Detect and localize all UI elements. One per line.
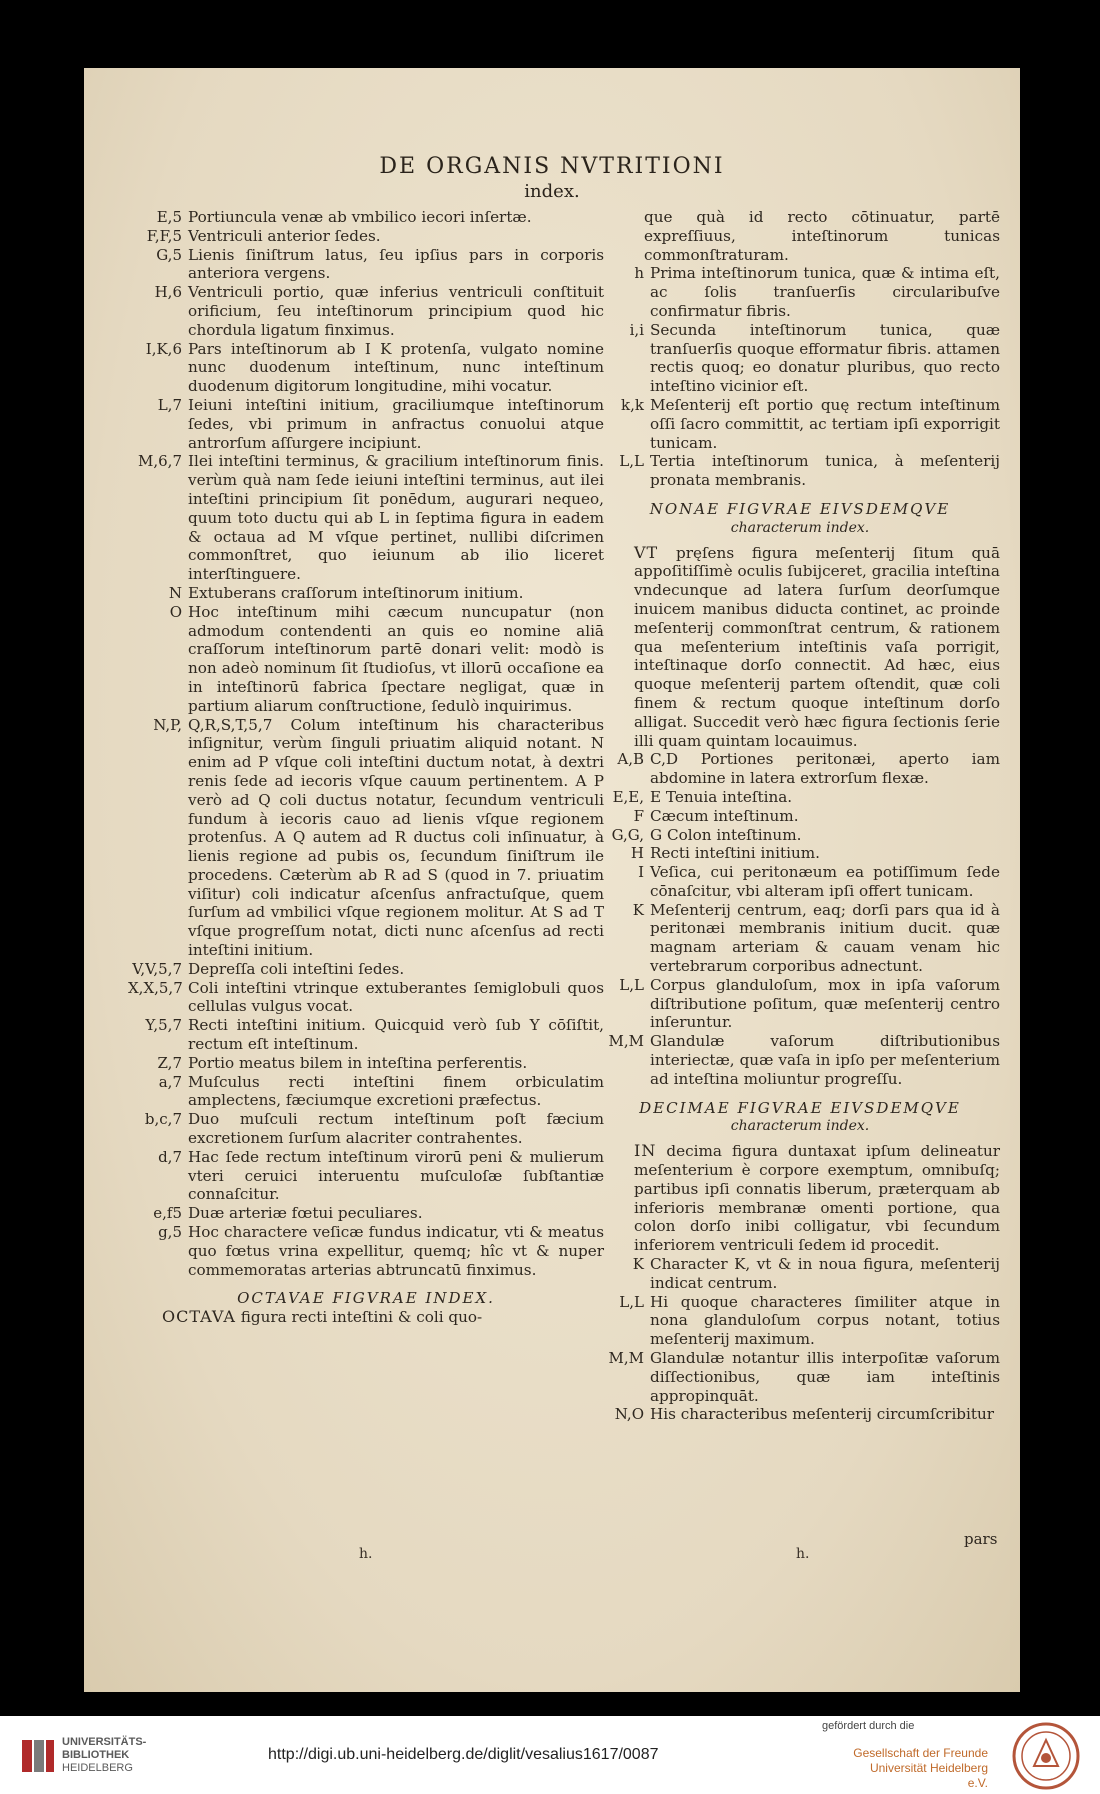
entry-label: O (169, 602, 182, 621)
permalink-url[interactable]: http://digi.ub.uni-heidelberg.de/diglit/vesalius1617/0087 (268, 1746, 659, 1763)
entry-label: H (630, 844, 644, 863)
index-entry (128, 227, 604, 246)
index-entry (128, 340, 604, 396)
entry-label: e,f5 (153, 1204, 182, 1223)
entry-text: Recti inteſtini initium. (650, 844, 820, 863)
entry-label: Z,7 (157, 1053, 182, 1072)
university-seal-icon[interactable] (1012, 1722, 1080, 1790)
entry-label: M,M (608, 1032, 644, 1051)
entry-text: Veſica, cui peritonæum ea potiſſimum ſede cōnaſcitur, vbi alteram ipſi offert tunicam. (650, 863, 1000, 900)
decimae-text: decima figura duntaxat ipſum delineatur meſenterium è corpore exemptum, omnibuſq; partibus ipſi connatis liberum, præterquam ab inferioris membranæ omenti portione, qua colon dorſo inibi colligatur, vbi ſecundum inferiorem ventriculi ſedem id procedit. (634, 1142, 1001, 1255)
entry-label: k,k (621, 395, 644, 414)
index-entry (600, 264, 1000, 320)
entry-label: g,5 (158, 1223, 182, 1242)
index-entry (600, 863, 1000, 901)
entry-text: Corpus glanduloſum, mox in ipſa vaſorum diſtributione poſitum, quæ meſenterij centro inſeruntur. (650, 975, 1000, 1032)
index-entry (128, 979, 604, 1017)
index-entry (600, 1255, 1000, 1293)
entry-label: L,L (619, 1292, 644, 1311)
entry-text: Lienis ſiniſtrum latus, ſeu ipſius pars in corporis anteriora vergens. (188, 245, 604, 283)
entry-text: Q,R,S,T,5,7 Colum inteſtinum his characteribus inſignitur, verùm ſinguli priuatim aliquid notant. N enim ad P vſque coli inteſtini ductum notat, à dextri renis ſede ad iecoris vſque cauum pertinentem. A P verò ad Q coli ductus notatur, ſecundum ventriculi fundum à iecoris cauo ad lienis vſque regionem protenſus. A Q autem ad R ductus coli inſinuatur, à lienis regione ad pubis os, ſecundum ſiniſtrum ile procedens. Cæterùm ab R ad S (quod in 7. priuatim viſitur) coli indicatur aſcenſus anfractuſque, quem ſurſum ad vmbilici vſque regionem molitur. At S ad T vſque progreſſum notat, dicti nunc aſcenſus ad recti inteſtini initium. (188, 715, 604, 960)
decimae-paragraph (600, 1142, 1000, 1255)
library-logo-icon[interactable] (20, 1738, 56, 1774)
left-column (128, 208, 604, 1327)
viewer-footer (0, 1716, 1100, 1794)
entry-label: A,B (617, 750, 644, 769)
entry-label: M,6,7 (138, 452, 182, 471)
index-entry (128, 716, 604, 960)
nonae-section-head: NONAE FIGVRAE EIVSDEMQVE (649, 499, 951, 518)
right-entry-list-a (600, 264, 1000, 490)
society-line-1: Gesellschaft der Freunde (853, 1746, 988, 1760)
entry-text: Ieiuni inteſtini initium, graciliumque inteſtinorum ſedes, vbi primum in anfractus conuolui atque antrorſum aſſurgere incipiunt. (188, 395, 604, 452)
index-entry (128, 960, 604, 979)
entry-label: K (632, 1255, 644, 1274)
entry-text: Meſenterij eſt portio quę rectum inteſtinum oſſi ſacro committit, ac tertiam ipſi exporrigit tunicam. (650, 395, 1000, 452)
octava-paragraph (128, 1308, 604, 1327)
entry-label: H,6 (154, 283, 182, 302)
index-entry (128, 1016, 604, 1054)
entry-text: Prima inteſtinorum tunica, quæ & intima eſt, ac ſolis tranſuerſis circularibuſve confirmatur fibris. (650, 264, 1000, 320)
page-header (84, 154, 1020, 202)
entry-text: Secunda inteſtinorum tunica, quæ tranſuerſis quoque efformatur fibris. attamen rectis quoq; eo donatur pluribus, quo recto inteſtino vicinior eſt. (650, 320, 1000, 396)
nonae-dropcap: VT (634, 542, 659, 562)
octava-text: figura recti inteſtini & coli quo- (240, 1308, 483, 1327)
index-entry (128, 452, 604, 584)
entry-text: Hoc charactere veſicæ fundus indicatur, vti & meatus quo fœtus vrina expellitur, quemq; hîc vt & nuper commemoratas arterias abtruncatū finximus. (188, 1223, 604, 1279)
index-entry (600, 1032, 1000, 1088)
entry-label: h (634, 264, 644, 283)
entry-text: Glandulæ vaſorum diſtributionibus interiectæ, quæ vaſa in ipſo per meſenterium ad inteſtina moliuntur progreſſu. (650, 1032, 1000, 1088)
page-title: DE ORGANIS NVTRITIONI (379, 154, 725, 179)
library-line-3: HEIDELBERG (62, 1762, 133, 1774)
left-entry-list (128, 208, 604, 1279)
entry-label: d,7 (158, 1147, 182, 1166)
entry-text: Glandulæ notantur illis interpoſitæ vaſorum diſſectionibus, quæ iam inteſtinis appropinquāt. (650, 1349, 1000, 1405)
entry-text: Ilei inteſtini terminus, & gracilium inteſtinorum finis. verùm quà nam ſede ieiuni inteſtini terminus, aut ilei inteſtini principium ſit ponēdum, augurari nequeo, quum toto ductu qui ab L in ſeptima figura in eadem & octaua ad M vſque pertinet, nullibi diſcrimen commonſtret, quo ieiunum ab ilio liceret interſtinguere. (188, 452, 604, 584)
right-column (600, 208, 1000, 1424)
index-entry (600, 807, 1000, 826)
index-entry (128, 1054, 604, 1073)
entry-text: Duo muſculi rectum inteſtinum poſt fæcium excretionem ſurſum alacriter contrahentes. (188, 1110, 604, 1148)
entry-text: Hi quoque characteres ſimiliter atque in nona glanduloſum corpus notant, totius meſenterij maximum. (650, 1292, 1000, 1349)
index-entry (600, 844, 1000, 863)
right-entry-list-c (600, 1255, 1000, 1424)
catchword: pars (964, 1530, 998, 1548)
entry-label: N,P, (153, 715, 182, 734)
index-entry (600, 901, 1000, 976)
entry-text: Portio meatus bilem in inteſtina perferentis. (188, 1053, 528, 1072)
index-entry (600, 1349, 1000, 1405)
index-entry (128, 208, 604, 227)
entry-label: K (632, 900, 644, 919)
entry-text: Duæ arteriæ fœtui peculiares. (188, 1204, 423, 1223)
decimae-section-sub: characterum index. (730, 1118, 870, 1135)
entry-label: E,5 (156, 208, 182, 226)
index-entry (600, 321, 1000, 396)
entry-text: Extuberans craſſorum inteſtinorum initium. (188, 583, 524, 602)
index-entry (128, 283, 604, 339)
society-line-2: Universität Heidelberg e.V. (869, 1761, 988, 1790)
entry-label: a,7 (158, 1072, 182, 1091)
index-entry (128, 246, 604, 284)
index-entry (600, 976, 1000, 1032)
entry-text: Recti inteſtini initium. Quicquid verò ſub Y cōſiſtit, rectum eſt inteſtinum. (188, 1016, 604, 1054)
entry-text: Portiuncula venæ ab vmbilico iecori inſertæ. (188, 208, 532, 226)
index-entry (128, 584, 604, 603)
entry-label: G,G, (611, 825, 644, 844)
entry-label: N (168, 583, 182, 602)
entry-label: I (638, 863, 644, 882)
index-entry (600, 1405, 1000, 1424)
index-entry (600, 788, 1000, 807)
entry-text: Ventriculi portio, quæ inferius ventriculi conſtituit orificium, ſeu inteſtinorum principium quod hic chordula ligatum finximus. (188, 283, 604, 339)
index-entry (128, 1223, 604, 1279)
index-entry (600, 826, 1000, 845)
entry-label: G,5 (156, 245, 182, 264)
entry-label: F,F,5 (146, 226, 182, 245)
octava-dropcap: OCTAVA (162, 1307, 236, 1327)
octava-section-head: OCTAVAE FIGVRAE INDEX. (237, 1289, 495, 1308)
entry-label: L,L (619, 975, 644, 994)
entry-text: Ventriculi anterior ſedes. (188, 226, 381, 245)
right-intro: que quà id recto cōtinuatur, partē expreſſiuus, inteſtinorum tunicas commonſtraturam. (644, 208, 1000, 264)
entry-label: L,7 (157, 395, 182, 414)
signature-mark-left: h. (359, 1546, 373, 1562)
entry-label: Y,5,7 (145, 1016, 182, 1035)
nonae-section-sub: characterum index. (730, 519, 870, 536)
entry-text: Pars inteſtinorum ab I K protenſa, vulgato nomine nunc duodenum inteſtinum, nunc inteſtinum duodenum digitorum longitudine, mihi vocatur. (188, 339, 604, 396)
entry-label: X,X,5,7 (128, 978, 183, 997)
index-entry (600, 1293, 1000, 1349)
index-entry (600, 750, 1000, 788)
nonae-text: pręſens figura meſenterij ſitum quā appoſitiſſimè oculis ſubijceret, gracilia inteſtina vndecunque ad latera ſurſum deorſumque inuicem manibus diducta continet, ac proinde meſenterij commonſtrat centrum, & rationem qua meſenterium inteſtinis vaſa porrigit, inteſtinaque dorſo connectit. Ad hæc, eius quoque meſenterij partem oſtendit, quæ coli finem & rectum quoque inteſtinum dorſo alligat. Succedit verò hæc figura ſectionis ſerie illi quam quintam locauimus. (634, 543, 1001, 750)
entry-label: M,M (608, 1349, 644, 1368)
entry-label: L,L (619, 452, 644, 471)
entry-text: Muſculus recti inteſtini finem orbiculatim amplectens, fæciumque excretioni præfectus. (188, 1072, 604, 1110)
decimae-dropcap: IN (634, 1141, 657, 1161)
library-name[interactable] (62, 1736, 146, 1775)
library-line-2: BIBLIOTHEK (62, 1749, 130, 1761)
index-entry (128, 396, 604, 452)
entry-label: i,i (629, 320, 644, 339)
entry-label: b,c,7 (144, 1110, 182, 1129)
index-entry (128, 1148, 604, 1204)
entry-label: E,E, (612, 787, 644, 806)
entry-label: V,V,5,7 (132, 959, 182, 978)
entry-text: Coli inteſtini vtrinque extuberantes ſemiglobuli quos cellulas vulgus vocat. (188, 978, 604, 1016)
index-entry (600, 452, 1000, 490)
entry-label: N,O (614, 1405, 644, 1424)
entry-label: I,K,6 (145, 339, 182, 358)
entry-text: Meſenterij centrum, eaq; dorſi pars qua id à peritonæi membranis initium ducit. quæ magnam arteriam & cauam venam hic vertebrarum corporibus adnectunt. (650, 900, 1000, 976)
entry-text: G Colon inteſtinum. (650, 825, 802, 844)
entry-text: Hoc inteſtinum mihi cæcum nuncupatur (non admodum contendenti an quis eo nomine aliā craſſorum inteſtinorum partē donari velit: modò is non adeò nominum ſit ſtudioſus, vt illorū occaſione ea in inteſtinorū fabrica ſpectare negligat, quæ in partium aliarum conſtructione, ſedulò inquirimus. (188, 602, 604, 715)
nonae-paragraph (600, 544, 1000, 751)
entry-text: C,D Portiones peritonæi, aperto iam abdomine in latera extrorſum flexæ. (650, 750, 1000, 788)
entry-text: E Tenuia inteſtina. (650, 787, 793, 806)
entry-text: His characteribus meſenterij circumſcribitur (650, 1405, 995, 1424)
index-entry (128, 1073, 604, 1111)
entry-text: Depreſſa coli inteſtini ſedes. (188, 959, 405, 978)
right-entry-list-b (600, 750, 1000, 1088)
society-name[interactable] (850, 1746, 988, 1791)
index-entry (128, 603, 604, 716)
entry-text: Cæcum inteſtinum. (650, 806, 799, 825)
library-line-1: UNIVERSITÄTS- (62, 1736, 147, 1748)
entry-text: Tertia inteſtinorum tunica, à meſenterij pronata membranis. (650, 452, 1000, 490)
decimae-section-head: DECIMAE FIGVRAE EIVSDEMQVE (639, 1098, 961, 1117)
index-entry (600, 396, 1000, 452)
entry-text: Character K, vt & in noua figura, meſenterij indicat centrum. (650, 1255, 1000, 1292)
page-subtitle: index. (524, 181, 580, 202)
book-page (84, 68, 1020, 1692)
entry-label: F (633, 806, 644, 825)
entry-text: Hac ſede rectum inteſtinum virorū peni & mulierum vteri ceruici interuentu muſculoſæ ſubſtantiæ connaſcitur. (188, 1147, 604, 1204)
index-entry (128, 1204, 604, 1223)
sponsor-label: gefördert durch die (822, 1720, 915, 1732)
index-entry (128, 1110, 604, 1148)
signature-mark-right: h. (796, 1546, 810, 1562)
